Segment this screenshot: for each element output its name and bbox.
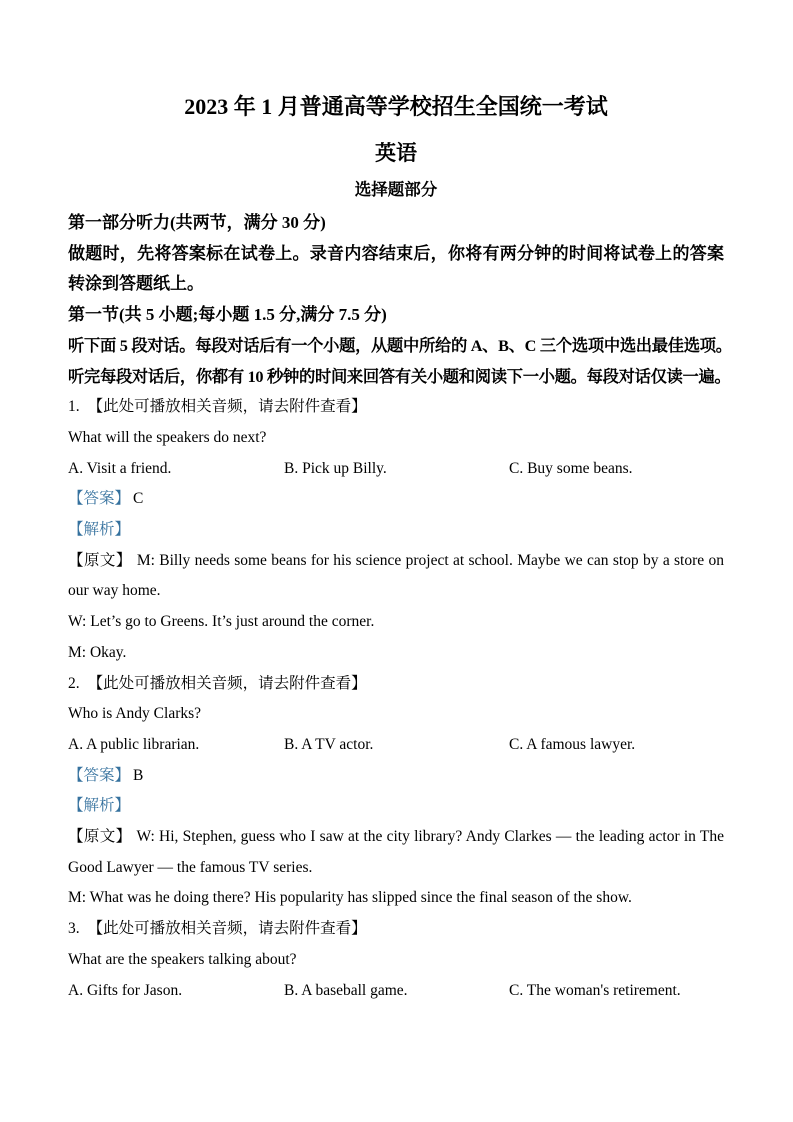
analysis-label: 【解析】 <box>68 797 131 815</box>
question-2-option-a: A. A public librarian. <box>68 735 200 753</box>
answer-label: 【答案】 <box>68 490 131 508</box>
audio-placeholder-note: 【此处可播放相关音频，请去附件查看】 <box>87 674 367 692</box>
question-2-answer-line <box>68 761 724 792</box>
question-2-transcript-text-1: W: Hi, Stephen, guess who I saw at the city library? Andy Clarkes — the leading actor in The Good Lawyer — the famous TV series. <box>68 828 724 876</box>
question-3-text: What are the speakers talking about? <box>68 950 297 968</box>
part1-instructions: 做题时，先将答案标在试卷上。录音内容结束后，你将有两分钟的时间将试卷上的答案转涂到答题纸上。 <box>68 243 724 294</box>
question-2-header <box>68 669 724 700</box>
question-1-transcript-line-2: W: Let’s go to Greens. It’s just around the corner. <box>68 613 375 631</box>
section-part-label: 选择题部分 <box>354 180 438 199</box>
question-1-option-c: C. Buy some beans. <box>509 459 633 477</box>
question-1-analysis-line <box>68 515 724 546</box>
section1-direction-1: 听下面 5 段对话。每段对话后有一个小题，从题中所给的 A、B、C 三个选项中选出最佳选项。 <box>68 335 732 355</box>
transcript-label: 【原文】 <box>68 828 132 846</box>
question-3-option-a: A. Gifts for Jason. <box>68 981 183 999</box>
document-content <box>68 0 732 1006</box>
question-3-header <box>68 914 724 945</box>
question-2-analysis-line <box>68 791 724 822</box>
question-2-option-b: B. A TV actor. <box>284 735 374 753</box>
question-1-answer-line <box>68 484 724 515</box>
question-3-options <box>68 976 724 1007</box>
transcript-label: 【原文】 <box>68 551 132 569</box>
question-1-options <box>68 454 724 485</box>
question-2-options <box>68 730 724 761</box>
section1-heading: 第一节(共 5 小题;每小题 1.5 分,满分 7.5 分) <box>68 305 387 325</box>
analysis-label: 【解析】 <box>68 521 131 539</box>
answer-label: 【答案】 <box>68 766 131 784</box>
question-2-answer-value: B <box>133 766 144 784</box>
question-1-transcript-text-1: M: Billy needs some beans for his science project at school. Maybe we can stop by a store on our way home. <box>68 551 724 600</box>
question-2-transcript-line-2: M: What was he doing there? His popularity has slipped since the final season of the show. <box>68 889 632 907</box>
question-1-text: What will the speakers do next? <box>68 428 267 446</box>
question-3-option-c: C. The woman's retirement. <box>509 981 681 999</box>
question-3-option-b: B. A baseball game. <box>284 981 408 999</box>
exam-subject: 英语 <box>375 141 417 165</box>
question-2-transcript-line-1 <box>68 822 724 883</box>
question-1-transcript-line-1 <box>68 546 724 607</box>
audio-placeholder-note: 【此处可播放相关音频，请去附件查看】 <box>87 920 367 938</box>
question-1-answer-value: C <box>133 490 144 508</box>
question-1-option-b: B. Pick up Billy. <box>284 459 387 477</box>
question-1-transcript-line-3: M: Okay. <box>68 643 127 661</box>
section1-direction-2: 听完每段对话后，你都有 10 秒钟的时间来回答有关小题和阅读下一小题。每段对话仅读一遍。 <box>68 366 731 386</box>
question-1-header <box>68 392 724 423</box>
question-2-text: Who is Andy Clarks? <box>68 705 202 723</box>
question-2-option-c: C. A famous lawyer. <box>509 735 636 753</box>
question-3-number: 3. <box>68 920 80 938</box>
exam-title: 2023 年 1 月普通高等学校招生全国统一考试 <box>184 94 608 119</box>
question-1-option-a: A. Visit a friend. <box>68 459 172 477</box>
part1-heading: 第一部分听力(共两节，满分 30 分) <box>68 213 326 232</box>
audio-placeholder-note: 【此处可播放相关音频，请去附件查看】 <box>87 398 367 416</box>
question-1-number: 1. <box>68 398 80 416</box>
question-2-number: 2. <box>68 674 80 692</box>
